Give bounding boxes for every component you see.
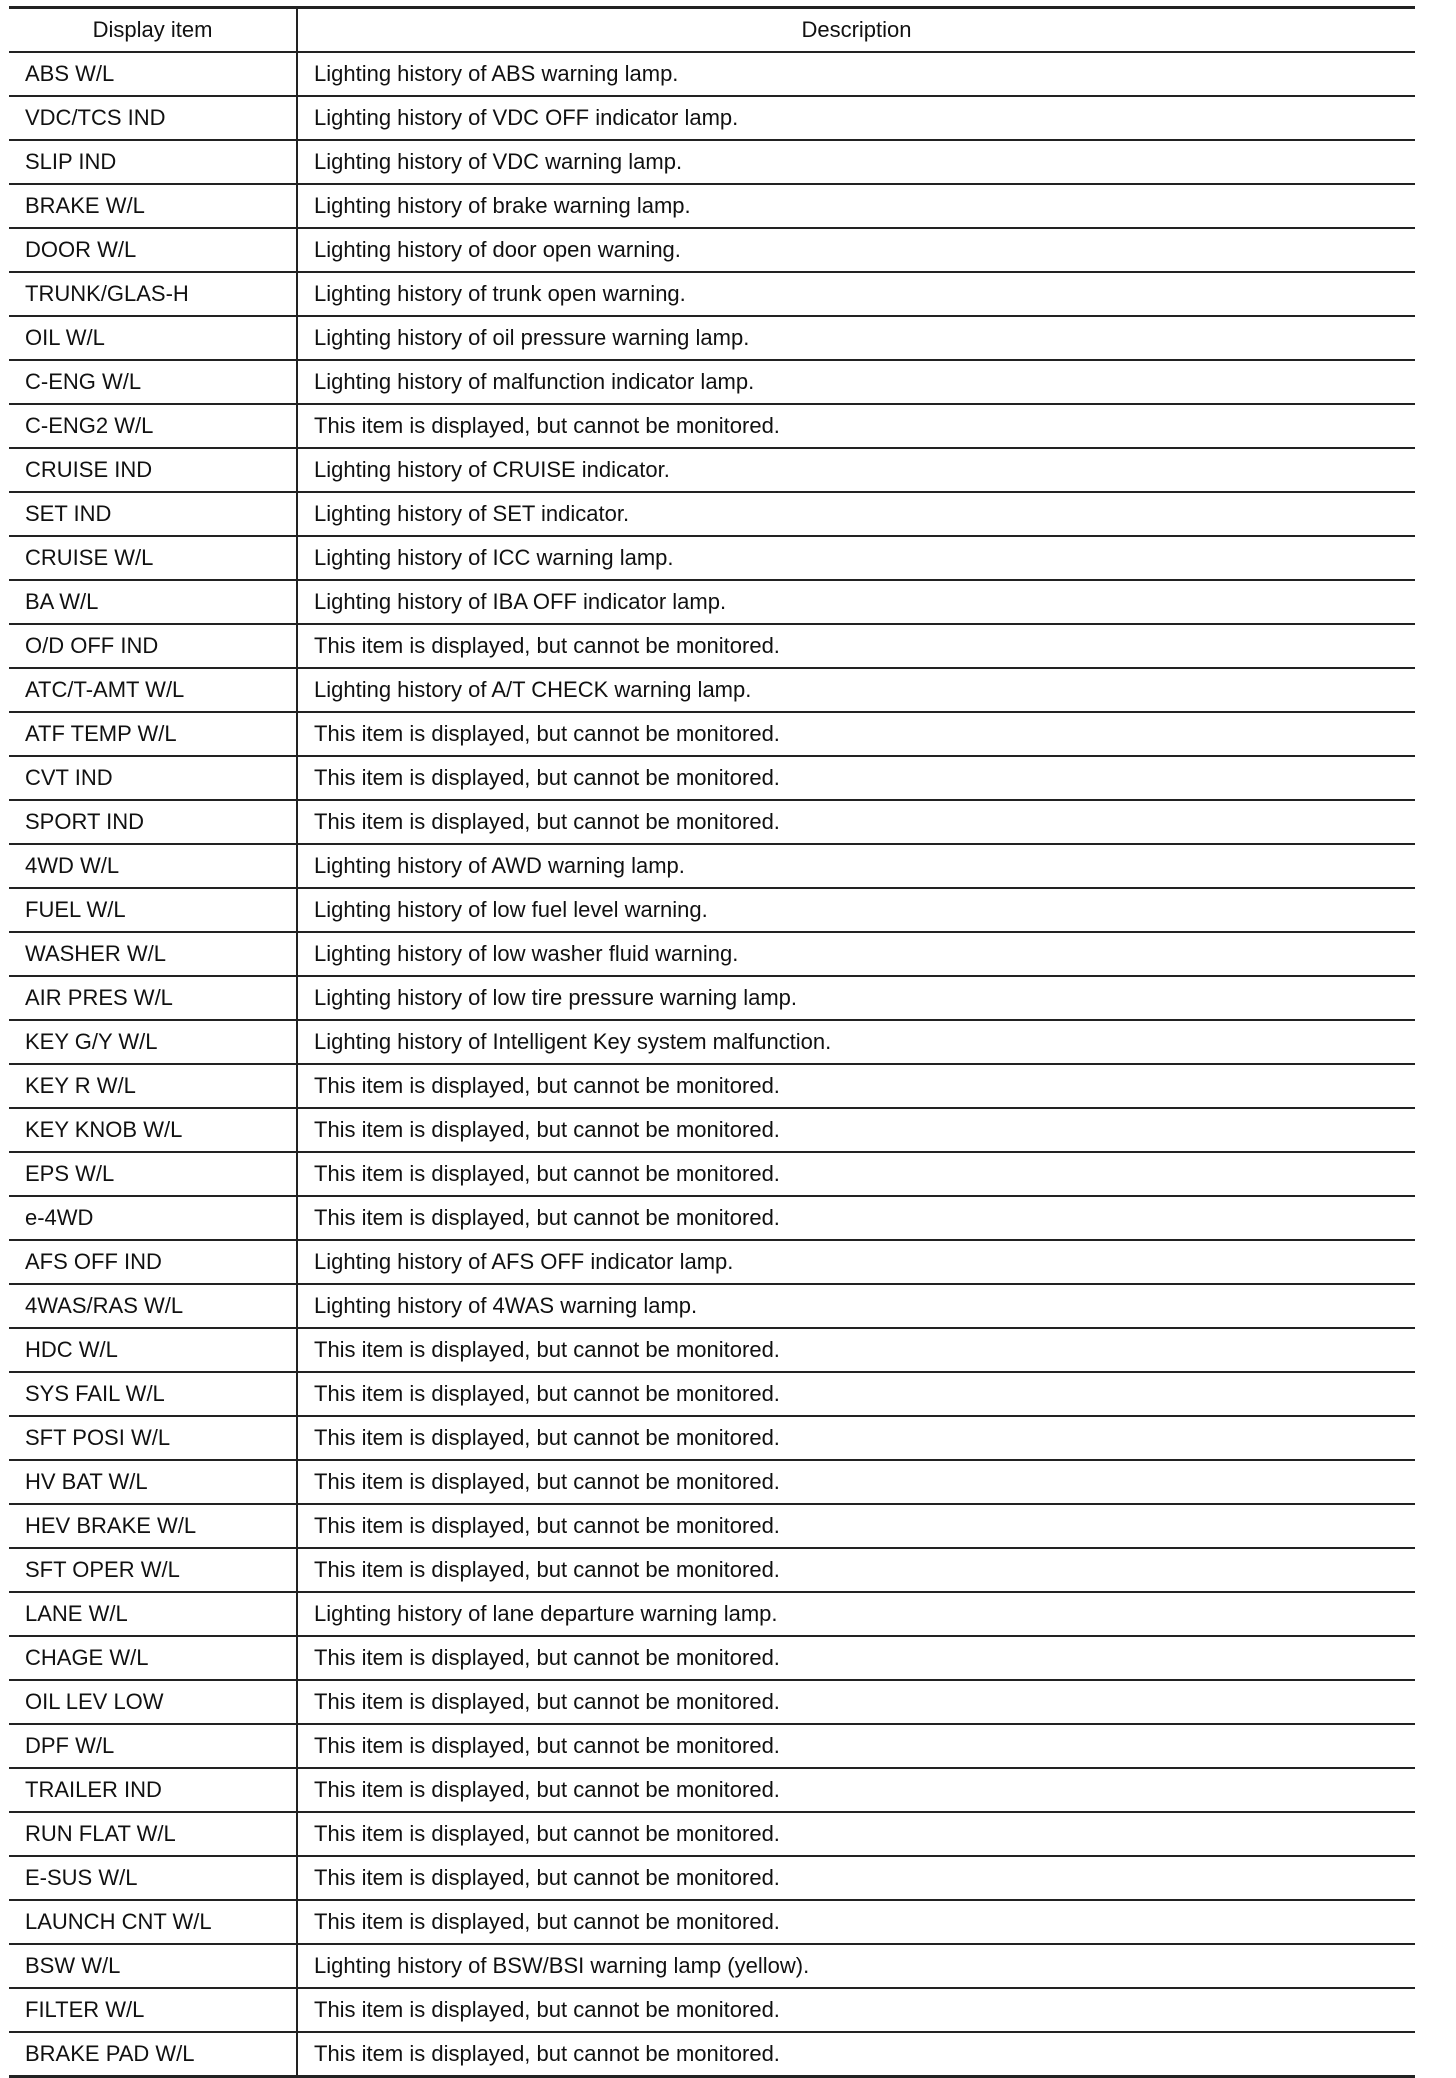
- display-item-cell: CRUISE W/L: [9, 536, 297, 580]
- table-row: [9, 96, 1415, 140]
- table-row: [9, 1636, 1415, 1680]
- display-item-cell: LANE W/L: [9, 1592, 297, 1636]
- description-cell: Lighting history of ICC warning lamp.: [297, 536, 1415, 580]
- table-row: [9, 1768, 1415, 1812]
- table-row: [9, 1856, 1415, 1900]
- display-item-cell: C-ENG2 W/L: [9, 404, 297, 448]
- table-row: [9, 52, 1415, 96]
- table-row: [9, 976, 1415, 1020]
- display-item-cell: OIL W/L: [9, 316, 297, 360]
- display-item-cell: BRAKE W/L: [9, 184, 297, 228]
- table-row: [9, 844, 1415, 888]
- table-row: [9, 1108, 1415, 1152]
- header-display-item: Display item: [9, 8, 297, 53]
- table-row: [9, 404, 1415, 448]
- display-item-cell: ATF TEMP W/L: [9, 712, 297, 756]
- description-cell: Lighting history of door open warning.: [297, 228, 1415, 272]
- display-item-cell: 4WD W/L: [9, 844, 297, 888]
- header-row: [9, 8, 1415, 53]
- description-cell: Lighting history of low fuel level warning.: [297, 888, 1415, 932]
- display-item-cell: AFS OFF IND: [9, 1240, 297, 1284]
- description-cell: Lighting history of low tire pressure warning lamp.: [297, 976, 1415, 1020]
- table-row: [9, 1372, 1415, 1416]
- display-item-cell: CHAGE W/L: [9, 1636, 297, 1680]
- display-item-cell: e-4WD: [9, 1196, 297, 1240]
- table-row: [9, 2032, 1415, 2077]
- table-row: [9, 1020, 1415, 1064]
- display-item-cell: O/D OFF IND: [9, 624, 297, 668]
- description-cell: This item is displayed, but cannot be monitored.: [297, 800, 1415, 844]
- description-cell: Lighting history of oil pressure warning lamp.: [297, 316, 1415, 360]
- table-row: [9, 624, 1415, 668]
- display-item-cell: ABS W/L: [9, 52, 297, 96]
- description-cell: Lighting history of lane departure warning lamp.: [297, 1592, 1415, 1636]
- description-cell: Lighting history of A/T CHECK warning lamp.: [297, 668, 1415, 712]
- display-item-cell: SLIP IND: [9, 140, 297, 184]
- description-cell: Lighting history of VDC OFF indicator lamp.: [297, 96, 1415, 140]
- table-row: [9, 316, 1415, 360]
- table-row: [9, 1592, 1415, 1636]
- display-item-cell: DPF W/L: [9, 1724, 297, 1768]
- description-cell: Lighting history of malfunction indicator lamp.: [297, 360, 1415, 404]
- table-body: [9, 52, 1415, 2077]
- display-item-cell: SFT OPER W/L: [9, 1548, 297, 1592]
- display-item-table: [9, 6, 1415, 2078]
- description-cell: This item is displayed, but cannot be monitored.: [297, 1372, 1415, 1416]
- description-cell: This item is displayed, but cannot be monitored.: [297, 1064, 1415, 1108]
- table-row: [9, 1944, 1415, 1988]
- display-item-cell: BA W/L: [9, 580, 297, 624]
- description-cell: This item is displayed, but cannot be monitored.: [297, 1636, 1415, 1680]
- table-row: [9, 1988, 1415, 2032]
- description-cell: Lighting history of IBA OFF indicator lamp.: [297, 580, 1415, 624]
- description-cell: Lighting history of SET indicator.: [297, 492, 1415, 536]
- display-item-cell: BSW W/L: [9, 1944, 297, 1988]
- table-row: [9, 800, 1415, 844]
- display-item-cell: EPS W/L: [9, 1152, 297, 1196]
- display-item-cell: RUN FLAT W/L: [9, 1812, 297, 1856]
- description-cell: This item is displayed, but cannot be monitored.: [297, 1416, 1415, 1460]
- table-row: [9, 1724, 1415, 1768]
- table-row: [9, 1900, 1415, 1944]
- display-item-cell: DOOR W/L: [9, 228, 297, 272]
- display-item-cell: VDC/TCS IND: [9, 96, 297, 140]
- display-item-cell: TRAILER IND: [9, 1768, 297, 1812]
- display-item-cell: FUEL W/L: [9, 888, 297, 932]
- table-row: [9, 580, 1415, 624]
- display-item-cell: WASHER W/L: [9, 932, 297, 976]
- description-cell: This item is displayed, but cannot be monitored.: [297, 1504, 1415, 1548]
- description-cell: Lighting history of AWD warning lamp.: [297, 844, 1415, 888]
- description-cell: This item is displayed, but cannot be monitored.: [297, 1680, 1415, 1724]
- description-cell: This item is displayed, but cannot be monitored.: [297, 1152, 1415, 1196]
- table-row: [9, 712, 1415, 756]
- table-row: [9, 756, 1415, 800]
- display-item-cell: E-SUS W/L: [9, 1856, 297, 1900]
- description-cell: This item is displayed, but cannot be monitored.: [297, 1328, 1415, 1372]
- display-item-cell: KEY KNOB W/L: [9, 1108, 297, 1152]
- description-cell: This item is displayed, but cannot be monitored.: [297, 1724, 1415, 1768]
- table-row: [9, 1812, 1415, 1856]
- description-cell: This item is displayed, but cannot be monitored.: [297, 624, 1415, 668]
- display-item-cell: KEY R W/L: [9, 1064, 297, 1108]
- display-item-cell: TRUNK/GLAS-H: [9, 272, 297, 316]
- table-header: [9, 8, 1415, 53]
- table-row: [9, 360, 1415, 404]
- description-cell: This item is displayed, but cannot be monitored.: [297, 404, 1415, 448]
- description-cell: This item is displayed, but cannot be monitored.: [297, 1196, 1415, 1240]
- table-row: [9, 1548, 1415, 1592]
- table-row: [9, 1416, 1415, 1460]
- table-row: [9, 1152, 1415, 1196]
- description-cell: Lighting history of VDC warning lamp.: [297, 140, 1415, 184]
- table-row: [9, 1504, 1415, 1548]
- description-cell: This item is displayed, but cannot be monitored.: [297, 1988, 1415, 2032]
- display-item-cell: 4WAS/RAS W/L: [9, 1284, 297, 1328]
- table-row: [9, 1196, 1415, 1240]
- display-item-cell: SET IND: [9, 492, 297, 536]
- description-cell: Lighting history of brake warning lamp.: [297, 184, 1415, 228]
- description-cell: This item is displayed, but cannot be monitored.: [297, 2032, 1415, 2077]
- description-cell: This item is displayed, but cannot be monitored.: [297, 756, 1415, 800]
- description-cell: Lighting history of trunk open warning.: [297, 272, 1415, 316]
- display-item-cell: OIL LEV LOW: [9, 1680, 297, 1724]
- table-row: [9, 228, 1415, 272]
- description-cell: This item is displayed, but cannot be monitored.: [297, 1900, 1415, 1944]
- table-row: [9, 1460, 1415, 1504]
- display-item-cell: AIR PRES W/L: [9, 976, 297, 1020]
- display-item-cell: HDC W/L: [9, 1328, 297, 1372]
- table-row: [9, 1680, 1415, 1724]
- description-cell: This item is displayed, but cannot be monitored.: [297, 1460, 1415, 1504]
- display-item-cell: CVT IND: [9, 756, 297, 800]
- description-cell: Lighting history of low washer fluid warning.: [297, 932, 1415, 976]
- header-description: Description: [297, 8, 1415, 53]
- description-cell: Lighting history of ABS warning lamp.: [297, 52, 1415, 96]
- table-row: [9, 448, 1415, 492]
- display-item-cell: HEV BRAKE W/L: [9, 1504, 297, 1548]
- description-cell: This item is displayed, but cannot be monitored.: [297, 1548, 1415, 1592]
- display-item-cell: SPORT IND: [9, 800, 297, 844]
- description-cell: This item is displayed, but cannot be monitored.: [297, 1812, 1415, 1856]
- display-item-cell: SFT POSI W/L: [9, 1416, 297, 1460]
- display-item-cell: KEY G/Y W/L: [9, 1020, 297, 1064]
- table-row: [9, 1284, 1415, 1328]
- table-row: [9, 536, 1415, 580]
- display-item-cell: SYS FAIL W/L: [9, 1372, 297, 1416]
- table-row: [9, 272, 1415, 316]
- description-cell: This item is displayed, but cannot be monitored.: [297, 712, 1415, 756]
- display-item-cell: LAUNCH CNT W/L: [9, 1900, 297, 1944]
- description-cell: Lighting history of CRUISE indicator.: [297, 448, 1415, 492]
- table-row: [9, 668, 1415, 712]
- table-row: [9, 1064, 1415, 1108]
- table-row: [9, 1328, 1415, 1372]
- table-row: [9, 1240, 1415, 1284]
- table-row: [9, 140, 1415, 184]
- description-cell: Lighting history of BSW/BSI warning lamp (yellow).: [297, 1944, 1415, 1988]
- display-item-cell: BRAKE PAD W/L: [9, 2032, 297, 2077]
- display-item-cell: FILTER W/L: [9, 1988, 297, 2032]
- table-row: [9, 492, 1415, 536]
- table-row: [9, 888, 1415, 932]
- description-cell: Lighting history of 4WAS warning lamp.: [297, 1284, 1415, 1328]
- description-cell: This item is displayed, but cannot be monitored.: [297, 1108, 1415, 1152]
- table-row: [9, 184, 1415, 228]
- description-cell: Lighting history of AFS OFF indicator lamp.: [297, 1240, 1415, 1284]
- display-item-cell: C-ENG W/L: [9, 360, 297, 404]
- table-row: [9, 932, 1415, 976]
- description-cell: This item is displayed, but cannot be monitored.: [297, 1768, 1415, 1812]
- display-item-cell: HV BAT W/L: [9, 1460, 297, 1504]
- description-cell: This item is displayed, but cannot be monitored.: [297, 1856, 1415, 1900]
- display-item-cell: ATC/T-AMT W/L: [9, 668, 297, 712]
- display-item-cell: CRUISE IND: [9, 448, 297, 492]
- description-cell: Lighting history of Intelligent Key system malfunction.: [297, 1020, 1415, 1064]
